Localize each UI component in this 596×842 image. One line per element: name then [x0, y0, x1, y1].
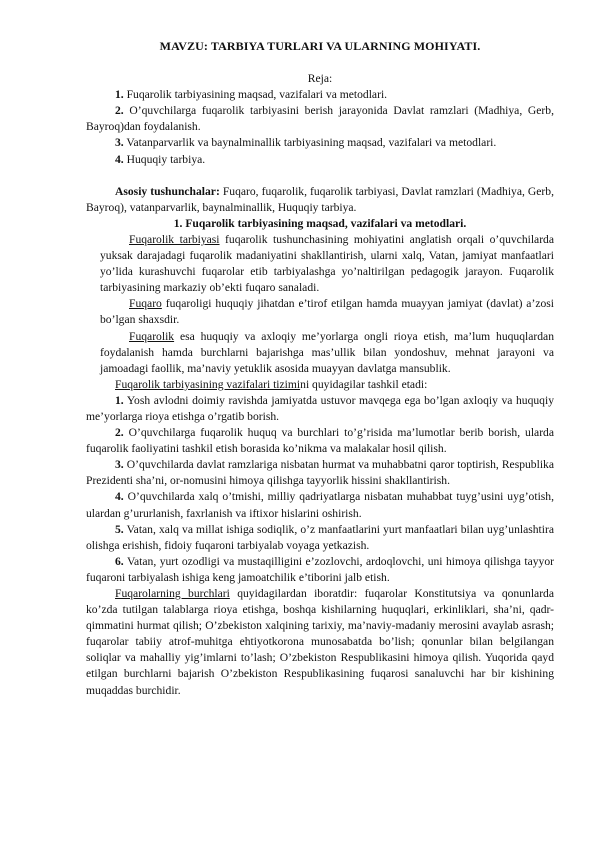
task-item	[86, 393, 554, 425]
tasks-intro-term: Fuqarolik tarbiyasining vazifalari tizimi	[115, 377, 301, 391]
page-title: MAVZU: TARBIYA TURLARI VA ULARNING MOHIYATI.	[159, 39, 481, 53]
definition-term: Fuqarolik tarbiyasi	[129, 232, 220, 246]
key-concepts-text: Fuqaro, fuqarolik, fuqarolik tarbiyasi, Davlat ramzlari (Madhiya, Gerb, Bayroq), vatanparvarlik, baynalminallik, Huquqiy tarbiya.	[86, 184, 554, 214]
key-concepts-label: Asosiy tushunchalar:	[115, 184, 220, 198]
spacer	[86, 168, 554, 184]
plan-item-text: Huquqiy tarbiya.	[123, 152, 206, 166]
duties-term: Fuqarolarning burchlari	[115, 587, 230, 600]
task-number: 1.	[115, 393, 124, 407]
task-item	[86, 425, 554, 457]
tasks-intro-text: ni quyidagilar tashkil etadi:	[300, 377, 428, 391]
task-text: Yosh avlodni doimiy ravishda jamiyatda ustuvor mavqega ega bo’lgan axloqiy va huquqiy me’yorlarga rioya etishga o’rgatib borish.	[86, 393, 554, 423]
document-page	[86, 38, 554, 699]
task-text: O’quvchilarda xalq o’tmishi, milliy qadriyatlarga nisbatan muhabbat tuyg’usini uyg’otish, ulardan g’ururlanish, faxrlanish va iftixor hislarini oshirish.	[86, 490, 554, 520]
task-number: 4.	[115, 490, 124, 504]
task-number: 3.	[115, 458, 124, 472]
plan-heading: Reja:	[307, 72, 333, 86]
plan-item-text: Vatanparvarlik va baynalminallik tarbiyasining maqsad, vazifalari va metodlari.	[123, 136, 497, 150]
task-item	[86, 489, 554, 521]
task-number: 2.	[115, 426, 124, 440]
task-text: Vatan, yurt ozodligi va mustaqilligini e’zozlovchi, ardoqlovchi, uni himoya qilishga tayyor fuqaroni tarbiyalash ishiga keng jamoatchilik e’tiborini jalb etish.	[86, 554, 554, 584]
task-number: 5.	[115, 522, 124, 536]
plan-item	[86, 135, 554, 151]
definition-paragraph	[100, 329, 554, 377]
task-item	[86, 522, 554, 554]
task-text: Vatan, xalq va millat ishiga sodiqlik, o’z manfaatlarini yurt manfaatlari bilan uyg’unlashtira olishga erishish, fidoiy fuqaroni tarbiyalab voyaga yetkazish.	[86, 522, 554, 552]
plan-item	[86, 152, 554, 168]
definitions-block	[86, 232, 554, 377]
plan-item-number: 1.	[115, 88, 124, 102]
section-heading: 1. Fuqarolik tarbiyasining maqsad, vazifalari va metodlari.	[173, 216, 467, 230]
task-text: O’quvchilarda davlat ramzlariga nisbatan hurmat va muhabbatni qaror toptirish, Respublika Prezidenti sha’ni, or-nomusini himoya qilishga tayyorlik hissini shakllantirish.	[86, 458, 554, 488]
definition-term: Fuqaro	[129, 297, 162, 311]
task-number: 6.	[115, 554, 124, 568]
key-concepts	[86, 184, 554, 216]
task-item	[86, 457, 554, 489]
plan-item-number: 4.	[115, 152, 124, 166]
plan-item-text: Fuqarolik tarbiyasining maqsad, vazifalari va metodlari.	[123, 88, 388, 102]
definition-text: fuqaroligi huquqiy jihatdan e’tirof etilgan hamda muayyan jamiyat (davlat) a’zosi bo’lgan shaxsdir.	[100, 297, 554, 327]
definition-term: Fuqarolik	[129, 329, 175, 343]
plan-item-number: 2.	[115, 104, 124, 118]
plan-item	[86, 103, 554, 135]
tasks-intro	[86, 377, 554, 393]
task-item	[86, 554, 554, 586]
definition-text: fuqarolik tushunchasining mohiyatini anglatish orqali o’quvchilarda yuksak darajadagi fuqarolik madaniyatini shakllantirish, ularni xalq, Vatan, jamiyat manfaatlari yo’lida kurashuvchi fuqarolar etib tarbiyalashga yo’naltirilgan pedagogik jarayon. Fuqarolik tarbiyasining markaziy ob’ekti fuqaro sanaladi.	[100, 232, 555, 295]
task-text: O’quvchilarga fuqarolik huquq va burchlari to’g’risida ma’lumotlar berib borish, ularda fuqarolik faoliyatini tashkil etish borasida ko’nikma va malakalar hosil qilish.	[86, 426, 554, 456]
plan-item	[86, 87, 554, 103]
duties-paragraph	[86, 586, 554, 699]
definition-text: esa huquqiy va axloqiy me’yorlarga ongli rioya etish, ma’lum huquqlardan foydalanish hamda burchlarni bajarishga mas’ullik bilan yondoshuv, mehnat jarayoni va jamoadagi faollik, ma’naviy yetuklik asosida muayyan davlatga mansublik.	[100, 329, 554, 375]
plan-item-text: O’quvchilarga fuqarolik tarbiyasini berish jarayonida Davlat ramzlari (Madhiya, Gerb, Bayroq)dan foydalanish.	[86, 104, 554, 134]
plan-item-number: 3.	[115, 136, 124, 150]
definition-paragraph	[100, 232, 554, 296]
definition-paragraph	[100, 296, 554, 328]
duties-text: quyidagilardan iboratdir: fuqarolar Konstitutsiya va qonunlarda ko’zda tutilgan talablarga rioya etishga, boshqa kishilarning huquqlari, erkinliklari, sha’ni, qadr-qimmatini hurmat qilish; O’zbekiston xalqining tarixiy, ma’naviy-madaniy merosini avaylab asrash; fuqarolar tabiiy atrof-muhitga ehtiyotkorona munosabatda bo’lish; qonunlar bilan belgilangan soliqlar va mahalliy yig’imlarni to’lash; O’zbekiston Respublikasini himoya qilish. Yuqorida qayd etilgan burchlarni bajarish O’zbekiston Respublikasining fuqarosi sanaluvchi har bir kishining muqaddas burchidir.	[86, 587, 554, 697]
